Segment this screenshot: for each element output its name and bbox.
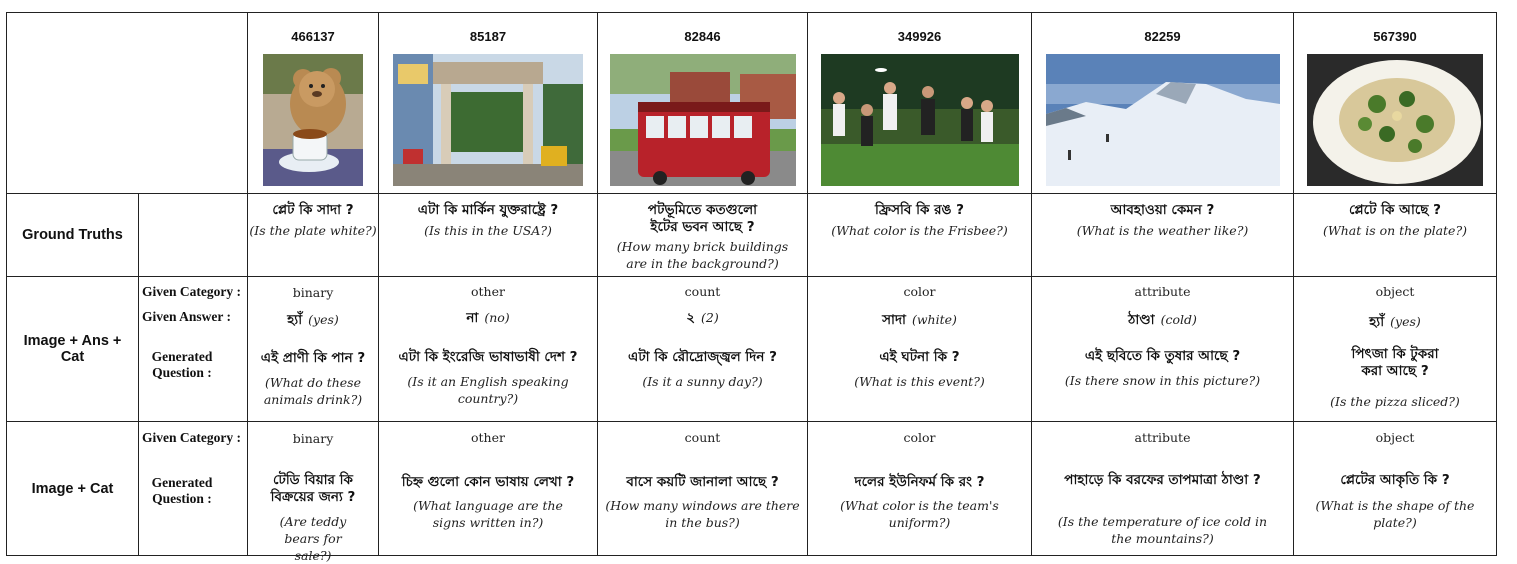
image-cell-466137 <box>248 13 379 194</box>
generated-question-en: (What color is the team's uniform?) <box>840 498 999 530</box>
category-value: object <box>1375 430 1415 445</box>
image-cell-85187 <box>379 13 598 194</box>
row-label-image-ans-cat: Image + Ans + Cat <box>7 277 139 422</box>
labels-cell <box>139 277 248 422</box>
answer-en: (no) <box>484 310 510 325</box>
category-value: other <box>471 430 505 445</box>
generated-question-bn: দলের ইউনিফর্ম কি রং ? <box>854 474 985 490</box>
generation-cell <box>808 422 1032 556</box>
generated-question-bn: পিৎজা কি টুকরা করা আছে ? <box>1351 346 1439 379</box>
generation-cell <box>1294 277 1497 422</box>
generated-question-bn: প্লেটের আকৃতি কি ? <box>1340 472 1450 488</box>
answer-en: (yes) <box>1390 314 1421 329</box>
ground-truth-bn: আবহাওয়া কেমন ? <box>1110 202 1215 218</box>
snowy-mountain-image <box>1046 54 1280 186</box>
given-category-label: Given Category : <box>142 430 241 445</box>
generated-question-en: (Is the pizza sliced?) <box>1330 394 1460 409</box>
generated-question-en: (What language are the signs written in?) <box>413 498 563 530</box>
category-value: count <box>684 430 721 445</box>
generated-question-en: (Is there snow in this picture?) <box>1064 373 1261 388</box>
labels-cell <box>139 422 248 556</box>
generation-cell <box>598 422 808 556</box>
food-plate-image <box>1307 54 1483 186</box>
results-table <box>6 12 1497 563</box>
frisbee-players-image <box>821 54 1019 186</box>
image-cell-82846 <box>598 13 808 194</box>
generation-cell <box>1032 422 1294 556</box>
row-label-image-cat: Image + Cat <box>7 422 139 556</box>
answer-en: (2) <box>701 310 719 325</box>
ground-truth-cell <box>379 194 598 277</box>
category-value: attribute <box>1134 430 1191 445</box>
corner-cell <box>7 13 248 194</box>
generated-question-en: (Is it an English speaking country?) <box>407 374 569 406</box>
image-cell-82259 <box>1032 13 1294 194</box>
generation-cell <box>248 422 379 563</box>
ground-truth-en: (Is this in the USA?) <box>424 223 552 238</box>
generated-question-bn: এই প্রাণী কি পান ? <box>260 350 366 366</box>
answer-bn: ২ <box>686 310 696 326</box>
ground-truth-en: (What is the weather like?) <box>1076 223 1249 238</box>
category-value: other <box>471 284 505 299</box>
ground-truth-cell <box>1032 194 1294 277</box>
row-label-ground-truths: Ground Truths <box>7 194 139 277</box>
answer-en: (cold) <box>1160 312 1197 327</box>
generated-question-en: (What is this event?) <box>854 374 985 389</box>
image-id: 466137 <box>291 29 335 44</box>
image-id: 85187 <box>469 29 507 44</box>
category-value: attribute <box>1134 284 1191 299</box>
ground-truth-en: (Is the plate white?) <box>249 223 377 238</box>
generation-cell <box>1294 422 1497 556</box>
ground-truth-bn: ফ্রিসবি কি রঙ ? <box>875 202 964 218</box>
answer-bn: হ্যাঁ <box>1369 314 1385 330</box>
generated-question-bn: এই ঘটনা কি ? <box>879 349 960 365</box>
answer <box>808 311 1031 329</box>
answer-en: (yes) <box>308 312 339 327</box>
generated-question-bn: টেডি বিয়ার কি বিক্রয়ের জন্য ? <box>270 472 356 505</box>
image-cell-567390 <box>1294 13 1497 194</box>
answer-en: (white) <box>911 312 957 327</box>
generated-question-en: (How many windows are there in the bus?) <box>605 498 800 530</box>
generated-question-bn: বাসে কয়টি জানালা আছে ? <box>626 474 779 490</box>
ground-truth-en: (How many brick buildings are in the background?) <box>616 239 789 271</box>
ground-truth-bn: পটভূমিতে কতগুলো ইটের ভবন আছে ? <box>647 202 758 235</box>
category-value: color <box>903 284 936 299</box>
generated-question-bn: পাহাড়ে কি বরফের তাপমাত্রা ঠাণ্ডা ? <box>1064 472 1261 488</box>
ground-truth-cell <box>248 194 379 277</box>
given-category-label: Given Category : <box>142 284 241 299</box>
category-value: count <box>684 284 721 299</box>
answer <box>1294 313 1496 331</box>
ground-truth-bn: প্লেটে কি আছে ? <box>1348 202 1442 218</box>
ground-truth-cell <box>1294 194 1497 277</box>
generated-question-bn: এটা কি ইংরেজি ভাষাভাষী দেশ ? <box>398 349 578 365</box>
generated-question-bn: এই ছবিতে কি তুষার আছে ? <box>1084 348 1241 364</box>
generated-question-en: (Is it a sunny day?) <box>642 374 763 389</box>
given-answer-label: Given Answer : <box>142 309 232 324</box>
category-value: color <box>903 430 936 445</box>
ground-truth-bn: প্লেট কি সাদা ? <box>272 202 354 218</box>
ground-truth-en: (What color is the Frisbee?) <box>831 223 1008 238</box>
generation-cell <box>1032 277 1294 422</box>
category-value: binary <box>292 431 334 446</box>
answer <box>1032 311 1293 329</box>
answer-bn: হ্যাঁ <box>287 312 303 328</box>
image-cell-349926 <box>808 13 1032 194</box>
image-id: 567390 <box>1373 29 1417 44</box>
generation-cell <box>379 422 598 556</box>
image-id: 349926 <box>897 29 942 44</box>
generated-question-en: (Is the temperature of ice cold in the mountains?) <box>1057 514 1268 546</box>
generated-question-bn: চিহ্ন গুলো কোন ভাষায় লেখা ? <box>401 474 575 490</box>
category-value: object <box>1375 284 1415 299</box>
generation-cell <box>598 277 808 422</box>
generated-question-bn: এটা কি রৌদ্রোজ্জ্বল দিন ? <box>628 349 777 365</box>
street-gate-image <box>393 54 583 186</box>
answer-bn: না <box>466 310 479 326</box>
generation-cell <box>379 277 598 422</box>
teddy-bear-tea-image <box>263 54 363 186</box>
generated-question-label: Generated Question : <box>151 475 213 506</box>
image-id: 82259 <box>1144 29 1181 44</box>
generation-cell <box>248 277 379 422</box>
generated-question-en: (Are teddy bears for sale?) <box>279 514 347 563</box>
trolley-bus-image <box>610 54 796 186</box>
empty-label-cell <box>139 194 248 277</box>
ground-truth-bn: এটা কি মার্কিন যুক্তরাষ্ট্রে ? <box>417 202 559 218</box>
answer <box>379 309 597 327</box>
ground-truth-cell <box>598 194 808 277</box>
category-value: binary <box>292 285 334 300</box>
generated-question-en: (What is the shape of the plate?) <box>1315 498 1475 530</box>
answer-bn: সাদা <box>882 312 906 328</box>
answer <box>248 311 378 329</box>
answer <box>598 309 807 327</box>
generated-question-label: Generated Question : <box>151 349 213 380</box>
answer-bn: ঠাণ্ডা <box>1128 312 1155 328</box>
ground-truth-en: (What is on the plate?) <box>1322 223 1468 238</box>
image-id: 82846 <box>684 29 721 44</box>
generation-cell <box>808 277 1032 422</box>
generated-question-en: (What do these animals drink?) <box>263 375 363 407</box>
ground-truth-cell <box>808 194 1032 277</box>
